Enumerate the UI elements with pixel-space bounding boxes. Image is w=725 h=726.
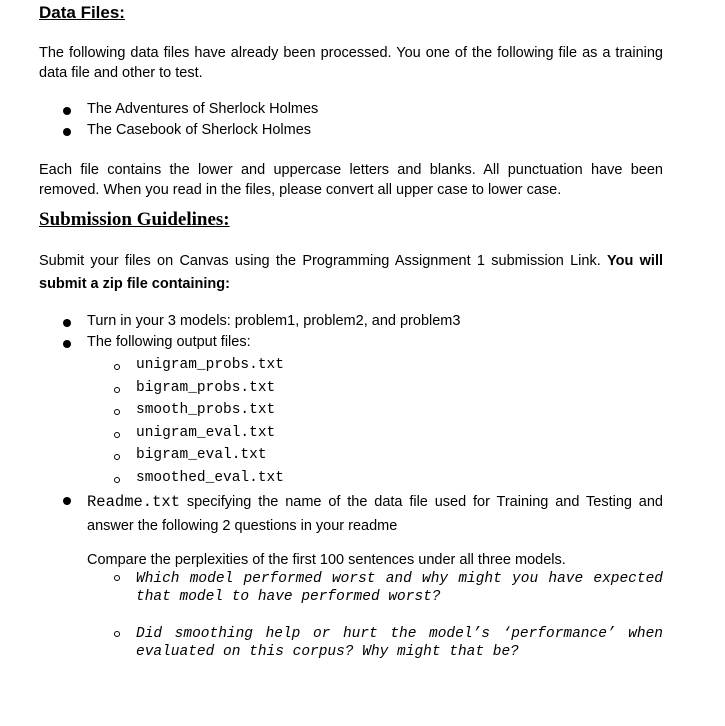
data-files-description: Each file contains the lower and uppercase letters and blanks. All punctuation have been removed. When you read in the files, please convert all upper case to lower case.	[39, 162, 663, 198]
file-item-1: The Adventures of Sherlock Holmes	[87, 101, 319, 117]
bullet-icon	[63, 497, 71, 505]
data-files-heading: Data Files:	[39, 3, 125, 22]
circle-bullet-icon	[114, 454, 120, 460]
output-file-2: bigram_probs.txt	[136, 380, 276, 396]
circle-bullet-icon	[114, 477, 120, 483]
compare-text: Compare the perplexities of the first 100 sentences under all three models.	[87, 552, 566, 568]
output-file-4: unigram_eval.txt	[136, 425, 276, 441]
output-file-3: smooth_probs.txt	[136, 402, 276, 418]
bullet-icon	[63, 128, 71, 136]
bullet-icon	[63, 340, 71, 348]
circle-bullet-icon	[114, 432, 120, 438]
circle-bullet-icon	[114, 409, 120, 415]
file-item-2: The Casebook of Sherlock Holmes	[87, 122, 312, 138]
models-item: Turn in your 3 models: problem1, problem2, and problem3	[87, 313, 461, 329]
output-file-1: unigram_probs.txt	[136, 357, 284, 373]
outputs-item: The following output files:	[87, 334, 251, 350]
readme-filename: Readme.txt	[87, 493, 181, 511]
submission-intro-text: Submit your files on Canvas using the Programming Assignment 1 submission Link.	[39, 253, 601, 269]
circle-bullet-icon	[114, 387, 120, 393]
question-1: Which model performed worst and why might you have expected that model to have performed worst?	[136, 571, 663, 605]
readme-item	[87, 490, 663, 538]
bullet-icon	[63, 319, 71, 327]
output-file-6: smoothed_eval.txt	[136, 470, 284, 486]
circle-bullet-icon	[114, 575, 120, 581]
submission-heading: Submission Guidelines:	[39, 209, 230, 230]
circle-bullet-icon	[114, 631, 120, 637]
readme-text: specifying the name of the data file used for Training and Testing and answer the following 2 questions in your readme	[87, 494, 663, 534]
question-2: Did smoothing help or hurt the model’s ‘performance’ when evaluated on this corpus? Why might that be?	[136, 626, 663, 660]
output-file-5: bigram_eval.txt	[136, 447, 267, 463]
submission-intro-bold: You will submit a zip file containing:	[39, 253, 664, 292]
circle-bullet-icon	[114, 364, 120, 370]
data-files-intro: The following data files have already been processed. You one of the following file as a training data file and other to test.	[39, 45, 663, 81]
bullet-icon	[63, 107, 71, 115]
submission-intro	[39, 250, 663, 296]
